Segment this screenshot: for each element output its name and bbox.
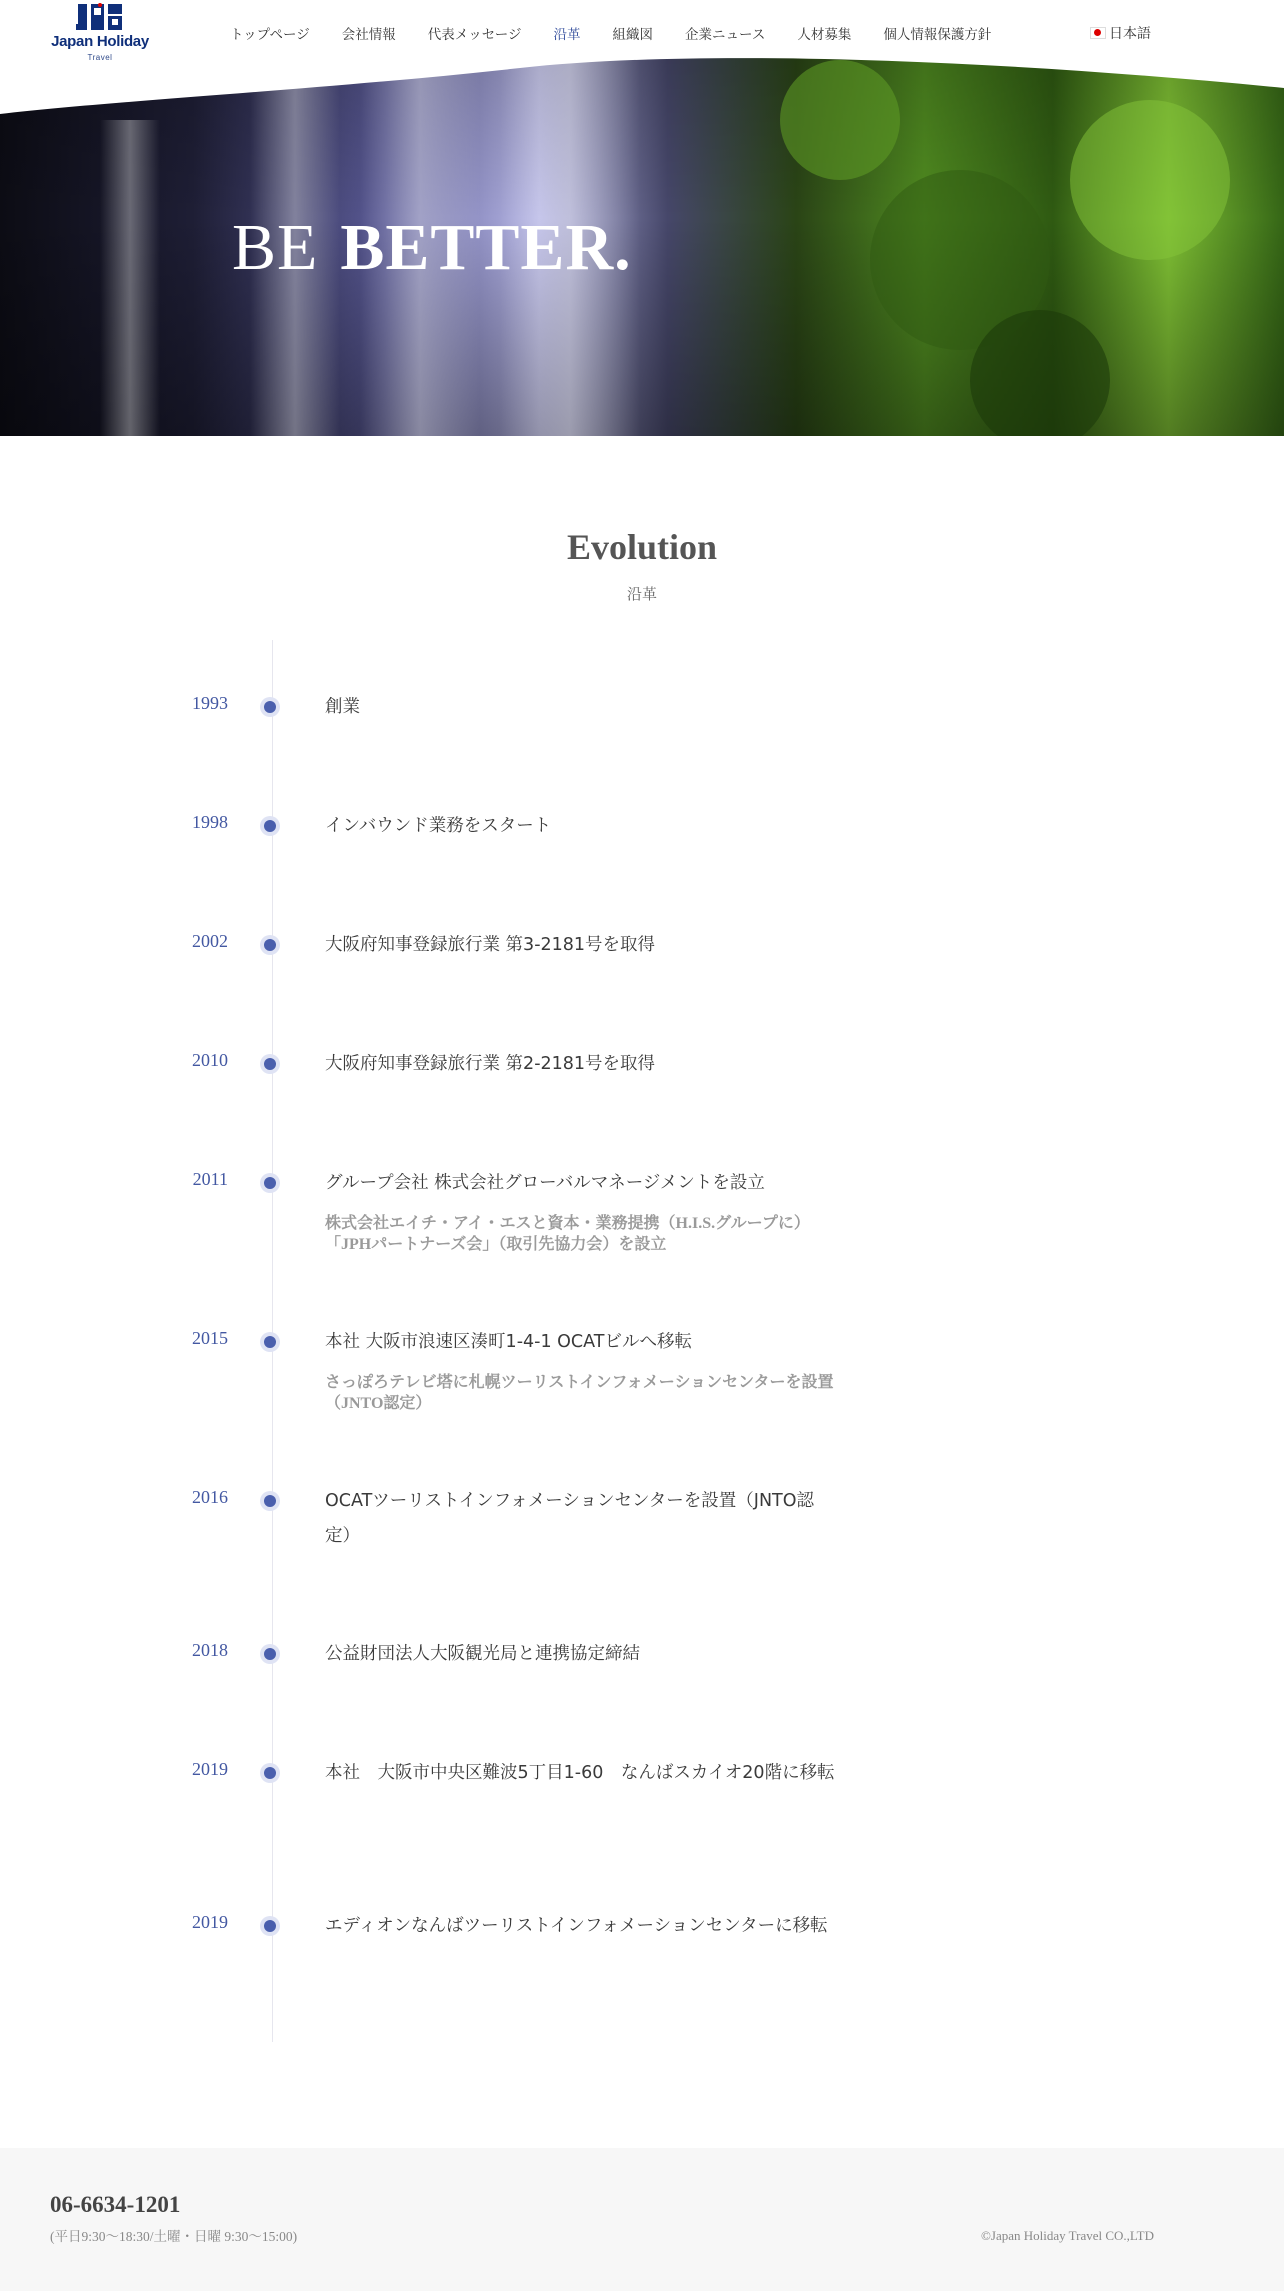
timeline-dot [264,1058,276,1070]
timeline-text: 大阪府知事登録旅行業 第2-2181号を取得 [325,1054,656,1074]
nav-item-top[interactable]: トップページ [230,27,310,43]
footer-phone[interactable]: 06-6634-1201 [50,2192,181,2217]
hero-word-1: BE [232,211,319,284]
timeline-text: 公益財団法人大阪観光局と連携協定締結 [325,1644,640,1664]
nav-item-history[interactable]: 沿革 [553,27,581,43]
timeline-dot [264,1177,276,1189]
timeline-year: 2019 [192,1759,228,1779]
timeline-year: 2019 [192,1912,228,1932]
timeline-year: 2011 [192,1169,228,1189]
footer-copyright: ©Japan Holiday Travel CO.,LTD [981,2228,1154,2243]
timeline-year: 1998 [192,812,228,832]
timeline-dot [264,1336,276,1348]
timeline-year: 2015 [192,1328,228,1348]
nav-item-recruit[interactable]: 人材募集 [797,27,852,43]
timeline-text: 本社 大阪市中央区難波5丁目1-60 なんばスカイオ20階に移転 [325,1763,835,1783]
timeline-note: さっぽろテレビ塔に札幌ツーリストインフォメーションセンターを設置（JNTO認定） [325,1374,834,1412]
timeline-text: 本社 大阪市浪速区湊町1-4-1 OCATビルへ移転 [325,1332,692,1352]
hero-tagline [232,210,632,286]
timeline-dot [264,820,276,832]
timeline-dot [264,1648,276,1660]
nav-item-organization[interactable]: 組織図 [612,27,653,43]
timeline-year: 2018 [192,1640,228,1660]
timeline-dot [264,1767,276,1779]
site-logo[interactable] [50,0,150,66]
nav-item-privacy[interactable]: 個人情報保護方針 [883,27,992,43]
japan-flag-icon [1090,27,1106,39]
timeline-dot [264,939,276,951]
timeline-year: 2016 [192,1487,228,1507]
brand-sub: Travel [87,53,113,62]
nav-item-news[interactable]: 企業ニュース [685,27,766,43]
timeline-year: 2002 [192,931,228,951]
language-label: 日本語 [1109,26,1151,42]
brand-name: Japan Holiday [51,33,149,50]
language-selector[interactable] [1090,23,1151,43]
main-nav [230,23,1023,43]
nav-item-message[interactable]: 代表メッセージ [427,27,522,43]
site-footer [0,2148,1284,2291]
section-subtitle: 沿革 [626,585,657,603]
timeline-text: 大阪府知事登録旅行業 第3-2181号を取得 [325,935,656,955]
timeline-dot [264,1495,276,1507]
timeline-text: グループ会社 株式会社グローバルマネージメントを設立 [325,1173,765,1193]
nav-item-company[interactable]: 会社情報 [341,27,396,43]
timeline-text: インバウンド業務をスタート [325,816,552,836]
footer-hours: (平日9:30～18:30/土曜・日曜 9:30～15:00) [50,2229,298,2244]
section-title: Evolution [566,527,718,567]
timeline-dot [264,1920,276,1932]
timeline-text: エディオンなんばツーリストインフォメーションセンターに移転 [325,1916,828,1936]
timeline-text: OCATツーリストインフォメーションセンターを設置（JNTO認定） [325,1491,815,1546]
timeline-dot [264,701,276,713]
site-header [0,0,1284,72]
timeline-year: 2010 [192,1050,228,1070]
timeline-text: 創業 [325,697,360,717]
timeline-note: 株式会社エイチ・アイ・エスと資本・業務提携（H.I.S.グループに）「JPHパートナーズ会」（取引先協力会）を設立 [325,1215,810,1253]
timeline-year: 1993 [192,693,228,713]
jph-logo-icon [76,2,124,32]
hero-word-2: BETTER. [340,211,632,284]
